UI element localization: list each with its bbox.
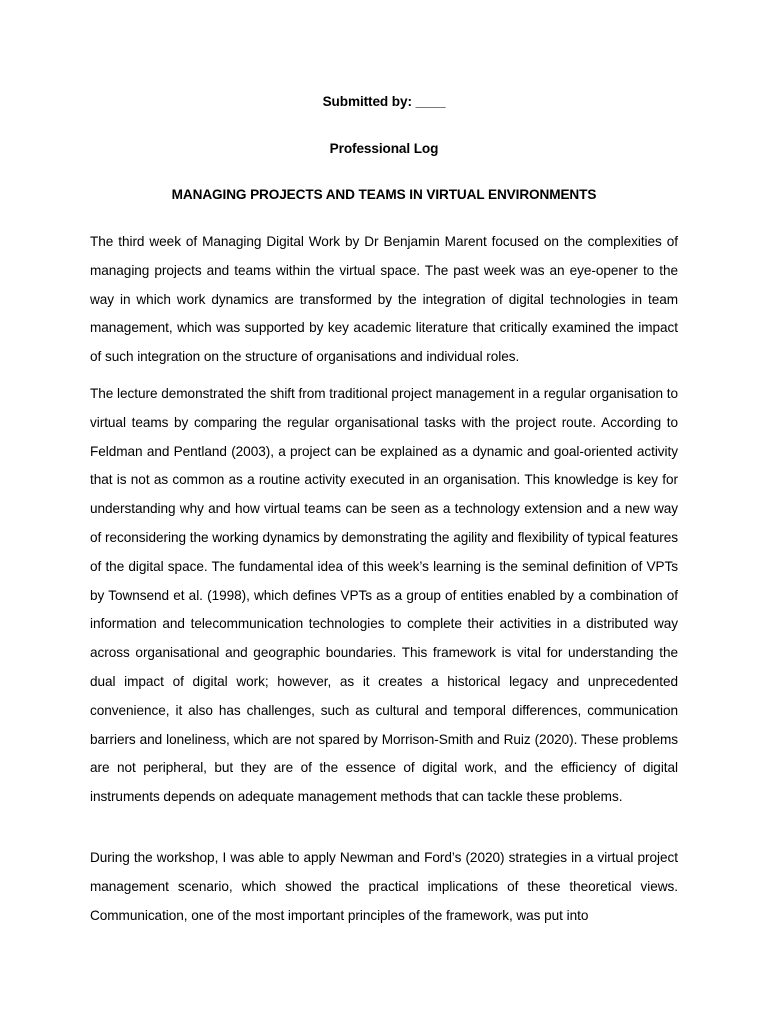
paragraph-workshop: During the workshop, I was able to apply Newman and Ford’s (2020) strategies in a virtual project management scenario, which showed the practical implications of these theoretical views. Communication, one of the most important principles of the framework, was put into xyxy=(90,850,678,923)
log-title: Professional Log xyxy=(329,141,439,156)
paragraph-intro: The third week of Managing Digital Work by Dr Benjamin Marent focused on the complexities of managing projects and teams within the virtual space. The past week was an eye-opener to the way in which work dynamics are transformed by the integration of digital technologies in team management, which was supported by key academic literature that critically examined the impact of such integration on the structure of organisations and individual roles. xyxy=(90,234,678,365)
submitted-by-line: Submitted by: ____ xyxy=(322,94,446,109)
document-title: MANAGING PROJECTS AND TEAMS IN VIRTUAL ENVIRONMENTS xyxy=(171,187,597,202)
paragraph-lecture: The lecture demonstrated the shift from traditional project management in a regular organisation to virtual teams by comparing the regular organisational tasks with the project route. According to Feldman and Pentland (2003), a project can be explained as a dynamic and goal-oriented activity that is not as common as a routine activity executed in an organisation. This knowledge is key for understanding why and how virtual teams can be seen as a technology extension and a new way of reconsidering the working dynamics by demonstrating the agility and flexibility of typical features of the digital space. The fundamental idea of this week’s learning is the seminal definition of VPTs by Townsend et al. (1998), which defines VPTs as a group of entities enabled by a combination of information and telecommunication technologies to complete their activities in a distributed way across organisational and geographic boundaries. This framework is vital for understanding the dual impact of digital work; however, as it creates a historical legacy and unprecedented convenience, it also has challenges, such as cultural and temporal differences, communication barriers and loneliness, which are not spared by Morrison-Smith and Ruiz (2020). These problems are not peripheral, but they are of the essence of digital work, and the efficiency of digital instruments depends on adequate management methods that can tackle these problems. xyxy=(90,386,678,805)
